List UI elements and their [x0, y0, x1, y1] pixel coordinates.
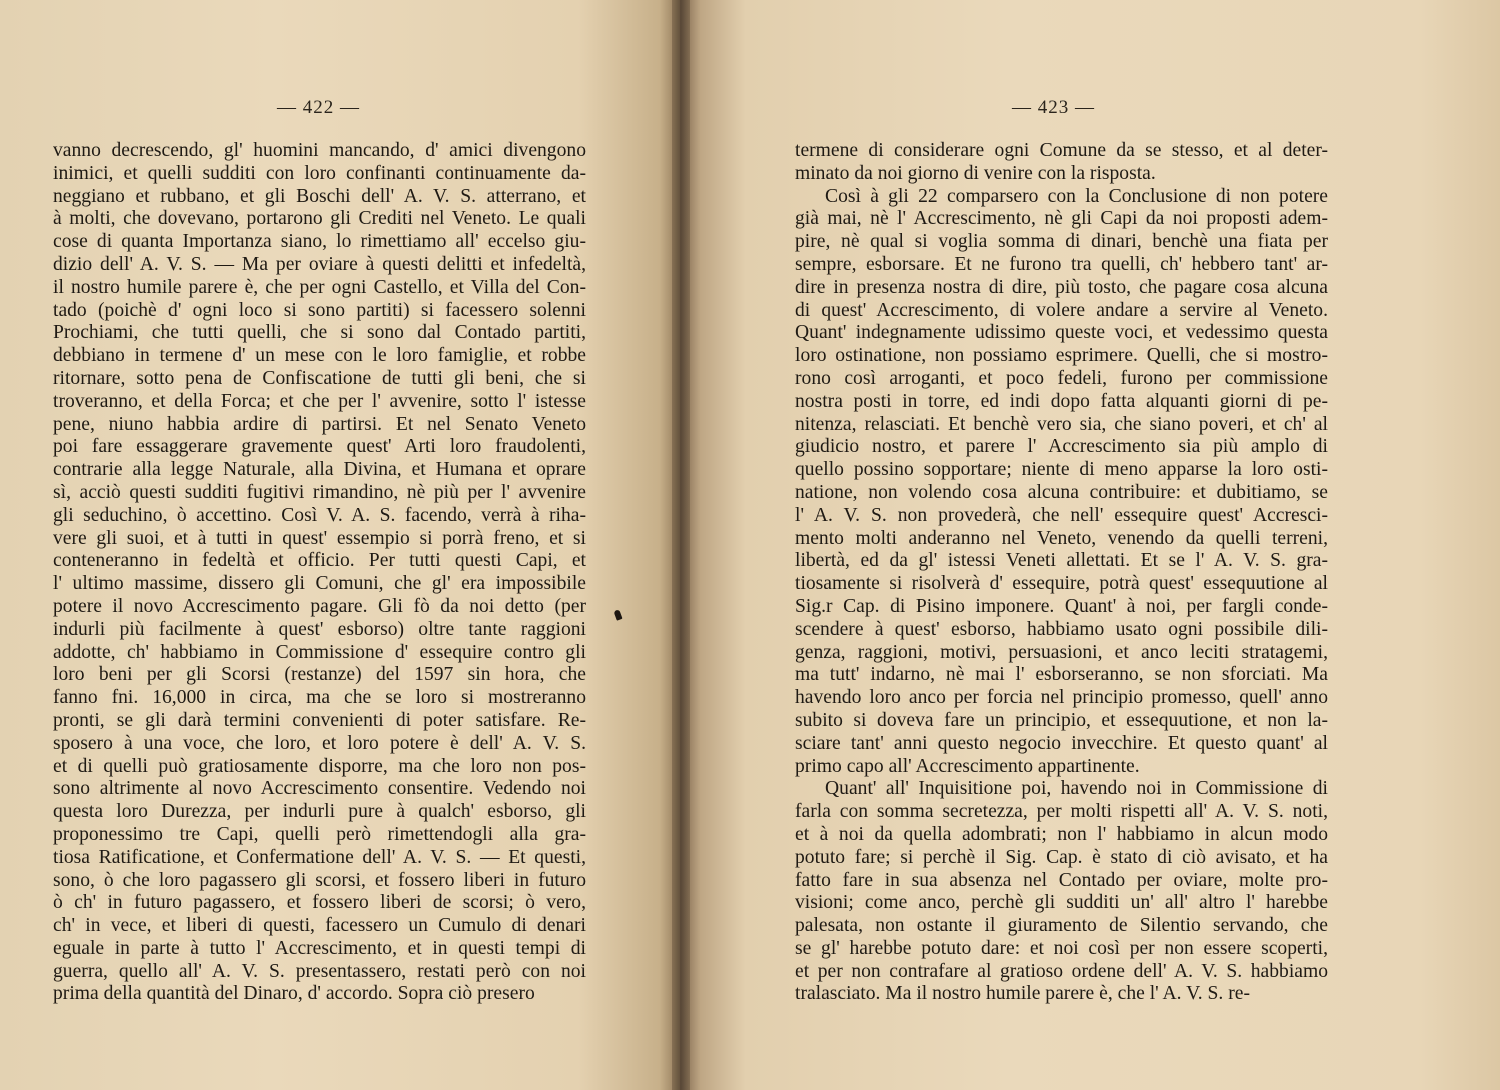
text-line: poi fare essaggerare gravemente quest' Arti loro fraudolenti,: [53, 436, 586, 458]
text-line: già mai, nè l' Accrescimento, nè gli Capi da noi proposti adem-: [795, 208, 1328, 230]
text-line: visioni; come anco, perchè gli sudditi un' all' altro l' harebbe: [795, 892, 1328, 914]
text-line: ch' in vece, et liberi di questi, facessero un Cumulo di denari: [53, 915, 586, 937]
text-line: potuto fare; si perchè il Sig. Cap. è stato di ciò avisato, et ha: [795, 846, 1328, 868]
text-line: scendere à quest' esborso, habbiamo usato ogni possibile dili-: [795, 618, 1328, 640]
text-line: nitenza, relasciati. Et benchè vero sia, che siano poveri, et ch' al: [795, 413, 1328, 435]
text-line: conteneranno in fedeltà et officio. Per tutti questi Capi, et: [53, 550, 586, 572]
text-line: palesata, non ostante il giuramento de Silentio servando, che: [795, 915, 1328, 937]
text-line: inimici, et quelli sudditi con loro confinanti continuamente da-: [53, 162, 586, 184]
text-line: prima della quantità del Dinaro, d' accordo. Sopra ciò presero: [53, 983, 535, 1005]
text-line: l' ultimo massime, dissero gli Comuni, che gl' era impossibile: [53, 573, 586, 595]
book-gutter: [672, 0, 690, 1090]
text-line: debbiano in termene d' un mese con le loro famiglie, et robbe: [53, 345, 586, 367]
text-line: eguale in parte à tutto l' Accrescimento, et in questi tempi di: [53, 937, 586, 959]
text-line: sposero à una voce, che loro, et loro potere è dell' A. V. S.: [53, 732, 586, 754]
text-line: Prochiami, che tutti quelli, che si sono dal Contado partiti,: [53, 322, 586, 344]
text-line: di quest' Accrescimento, di volere andare a servire al Veneto.: [795, 299, 1328, 321]
text-line: tiosa Ratificatione, et Confermatione dell' A. V. S. — Et questi,: [53, 846, 586, 868]
text-line: cose di quanta Importanza siano, lo rimettiamo all' eccelso giu-: [53, 231, 586, 253]
text-line: ma tutt' indarno, nè mai l' esborseranno, se non sforciati. Ma: [795, 664, 1328, 686]
text-line: se gl' harebbe potuto dare: et noi così per non essere scoperti,: [795, 937, 1328, 959]
text-line: rono così arroganti, et poco fedeli, furono per commissione: [795, 367, 1328, 389]
right-page-number: — 423 —: [1012, 97, 1095, 118]
text-line: guerra, quello all' A. V. S. presentassero, restati però con noi: [53, 960, 586, 982]
text-line: mento molti anderanno nel Veneto, venendo da quelli terreni,: [795, 527, 1328, 549]
text-line: il nostro humile parere è, che per ogni Castello, et Villa del Con-: [53, 276, 586, 298]
text-line: primo capo all' Accrescimento appartinente.: [795, 755, 1140, 777]
text-line: tiosamente si risolverà d' essequire, potrà quest' essequutione al: [795, 573, 1328, 595]
text-line: sono, ò che loro pagassero gli scorsi, et fossero liberi in futuro: [53, 869, 586, 891]
text-line: Quant' all' Inquisitione poi, havendo noi in Commissione di: [825, 778, 1328, 800]
text-line: genza, raggioni, motivi, persuasioni, et anco leciti stratagemi,: [795, 641, 1328, 663]
text-line: potere il novo Accrescimento pagare. Gli fò da noi detto (per: [53, 595, 586, 617]
text-line: vanno decrescendo, gl' huomini mancando, d' amici divengono: [53, 140, 586, 161]
text-line: farla con somma secretezza, per molti rispetti all' A. V. S. noti,: [795, 801, 1328, 823]
text-line: nostra posti in torre, ed indi dopo fatta alquanti giorni di pe-: [795, 390, 1328, 412]
text-line: et di quelli può gratiosamente disporre, ma che loro non pos-: [53, 755, 586, 777]
right-page-text: [795, 140, 1328, 1006]
text-line: neggiano et rubbano, et gli Boschi dell' A. V. S. atterrano, et: [53, 185, 586, 207]
text-line: à molti, che dovevano, portarono gli Crediti nel Veneto. Le quali: [53, 208, 586, 230]
text-line: dizio dell' A. V. S. — Ma per oviare à questi delitti et infedeltà,: [53, 253, 586, 275]
text-line: subito si doveva fare un principio, et essequutione, et non la-: [795, 709, 1328, 731]
left-page-number: — 422 —: [277, 97, 360, 118]
text-line: sciare tant' anni questo negocio invecchire. Et questo quant' al: [795, 732, 1328, 754]
text-line: Così à gli 22 comparsero con la Conclusione di non potere: [825, 185, 1328, 207]
text-line: Sig.r Cap. di Pisino imponere. Quant' à noi, per fargli conde-: [795, 595, 1328, 617]
left-page-text: [53, 140, 586, 1006]
text-line: et à noi da quella adombrati; non l' habbiamo in alcun modo: [795, 823, 1328, 845]
text-line: termene di considerare ogni Comune da se stesso, et al deter-: [795, 140, 1328, 161]
text-line: sempre, esborsare. Et ne furono tra quelli, ch' hebbero tant' ar-: [795, 253, 1328, 275]
text-line: pronti, se gli darà termini convenienti di poter satisfare. Re-: [53, 709, 586, 731]
text-line: et per non contrafare al gratioso ordene dell' A. V. S. habbiamo: [795, 960, 1328, 982]
text-line: dire in presenza nostra di dire, più tosto, che pagare cosa alcuna: [795, 276, 1328, 298]
text-line: questa loro Durezza, per indurli pure à qualch' esborso, gli: [53, 801, 586, 823]
text-line: ò ch' in futuro pagassero, et fossero liberi de scorsi; ò vero,: [53, 892, 586, 914]
text-line: ritornare, sotto pena de Confiscatione de tutti gli beni, che si: [53, 367, 586, 389]
text-line: loro ostinatione, non possiamo esprimere. Quelli, che si mostro-: [795, 345, 1328, 367]
text-line: havendo loro anco per forcia nel principio promesso, quell' anno: [795, 687, 1328, 709]
text-line: contrarie alla legge Naturale, alla Divina, et Humana et oprare: [53, 459, 586, 481]
text-line: addotte, ch' habbiamo in Commissione d' essequire contro gli: [53, 641, 586, 663]
text-line: tralasciato. Ma il nostro humile parere è, che l' A. V. S. re-: [795, 983, 1250, 1005]
text-line: pire, nè qual si voglia somma di dinari, benchè una fiata per: [795, 231, 1328, 253]
text-line: pene, niuno habbia ardire di partirsi. Et nel Senato Veneto: [53, 413, 586, 435]
text-line: fatto fare in sua absenza nel Contado per oviare, molte pro-: [795, 869, 1328, 891]
text-line: proponessimo tre Capi, quelli però rimettendogli alla gra-: [53, 823, 586, 845]
text-line: natione, non volendo cosa alcuna contribuire: et dubitiamo, se: [795, 481, 1328, 503]
text-line: tado (poichè d' ogni loco si sono partiti) si facessero solenni: [53, 299, 586, 321]
text-line: vere gli suoi, et à tutti in quest' essempio si porrà freno, et si: [53, 527, 586, 549]
text-line: l' A. V. S. non provederà, che nell' essequire quest' Accresci-: [795, 504, 1328, 526]
text-line: sono altrimente al novo Accrescimento consentire. Vedendo noi: [53, 778, 586, 800]
text-line: giudicio nostro, et parere l' Accrescimento sia più amplo di: [795, 436, 1328, 458]
text-line: libertà, ed da gl' istessi Veneti allettati. Et se l' A. V. S. gra-: [795, 550, 1328, 572]
text-line: fanno fni. 16,000 in circa, ma che se loro si mostreranno: [53, 687, 586, 709]
text-line: gli seduchino, ò accettino. Così V. A. S. facendo, verrà à riha-: [53, 504, 586, 526]
text-line: quello possino sopportare; niente di meno apparse la loro osti-: [795, 459, 1328, 481]
text-line: sì, acciò questi sudditi fugitivi rimandino, nè più per l' avvenire: [53, 481, 586, 503]
text-line: minato da noi giorno di venire con la risposta.: [795, 162, 1156, 184]
text-line: indurli più facilmente à quest' esborso) oltre tante raggioni: [53, 618, 586, 640]
text-line: Quant' indegnamente udissimo queste voci, et vedessimo questa: [795, 322, 1328, 344]
text-line: loro beni per gli Scorsi (restanze) del 1597 sin hora, che: [53, 664, 586, 686]
text-line: troveranno, et della Forca; et che per l' avvenire, sotto l' istesse: [53, 390, 586, 412]
